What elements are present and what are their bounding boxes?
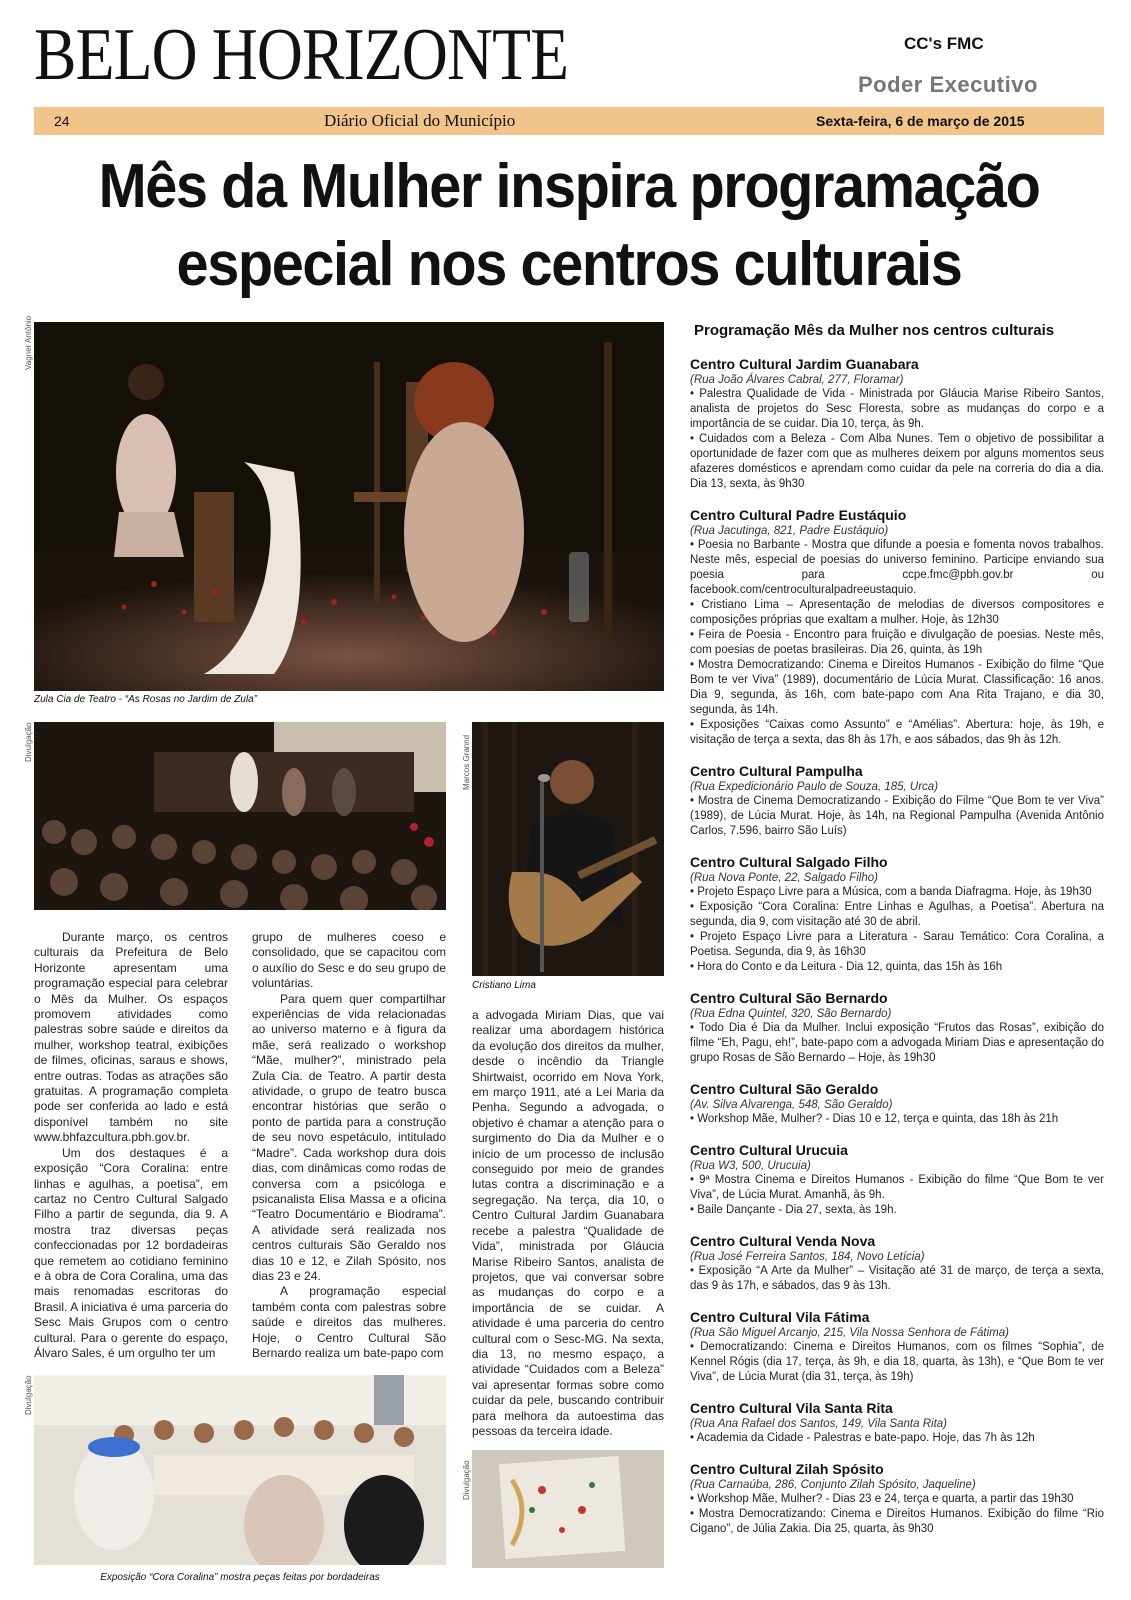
center-event: • Baile Dançante - Dia 27, sexta, às 19h. [690,1204,897,1216]
singer-photo-credit: Marcos Grannd [462,734,471,790]
center-address: (Rua Carnaúba, 286, Conjunto Zilah Spósito, Jaqueline) [690,1479,976,1491]
center-address: (Rua Edna Quintel, 320, São Bernardo) [690,1008,892,1020]
theater-photo [34,322,664,691]
center-entry [690,507,1104,748]
article-paragraph: Para quem quer compartilhar experiências de vida relacionadas ao universo materno e à figura da mãe, será realizado o workshop “Mãe, mulher?”, ministrado pela Zula Cia. de Teatro. A partir desta atividade, o grupo de teatro busca encontrar histórias que serão o ponto de partida para a construção de seu novo espetáculo, intitulado “Madre”. Cada workshop dura dois dias, com dinâmicas como rodas de conversa com a psicóloga e psicanalista Elisa Massa e a oficina “Teatro Documentário e Biodrama”. A atividade será realizada nos centros culturais São Geraldo nos dias 10 e 12, e Zilah Spósito, nos dias 23 e 24. [252,991,446,1283]
article-paragraph: grupo de mulheres coeso e consolidado, que se capacitou com o auxílio do Sesc e do seu grupo de voluntárias. [252,930,446,991]
programacao-list [690,356,1104,1552]
center-address: (Rua Ana Rafael dos Santos, 149, Vila Santa Rita) [690,1418,947,1430]
publication-name: Diário Oficial do Município [324,111,516,130]
center-name: Centro Cultural São Geraldo [690,1081,879,1097]
theater-image [34,322,664,691]
org-label: CC's FMC [904,34,984,53]
section-label: Poder Executivo [858,72,1038,97]
center-name: Centro Cultural Salgado Filho [690,854,888,870]
audience-image [34,722,446,910]
center-event: • Todo Dia é Dia da Mulher. Inclui exposição “Frutos das Rosas”, exibição do filme “Eh, Pagu, eh!”, bate-papo com a advogada Miriam Dias e apresentação do grupo Rosas de São Bernardo – Hoje, às 19h30 [690,1022,1104,1064]
center-address: (Rua Jacutinga, 821, Padre Eustáquio) [690,525,889,537]
center-entry [690,1309,1104,1385]
center-address: (Rua Nova Ponte, 22, Salgado Filho) [690,872,878,884]
article-paragraph: A programação especial também conta com palestras sobre saúde e direitos das mulheres. Hoje, o Centro Cultural São Bernardo realiza um bate-papo com [252,1284,446,1360]
center-address: (Rua José Ferreira Santos, 184, Novo Letícia) [690,1251,925,1263]
center-event: • Palestra Qualidade de Vida - Ministrada por Gláucia Marise Ribeiro Santos, analista de projetos do Sesc Floresta, sobre as mudanças do corpo e a importância de se cuidar. Dia 10, terça, às 9h. [690,388,1104,430]
center-entry [690,990,1104,1066]
theater-photo-credit: Vagner Antônio [24,315,33,370]
center-event: • Projeto Espaço Livre para a Música, com a banda Diafragma. Hoje, às 19h30 [690,886,1092,898]
center-event: • Projeto Espaço Livre para a Literatura - Sarau Temático: Cora Coralina, a Poetisa. Segunda, dia 9, às 16h30 [690,931,1104,958]
issue-date: Sexta-feira, 6 de março de 2015 [816,113,1025,129]
center-name: Centro Cultural Venda Nova [690,1233,876,1249]
center-entry [690,1081,1104,1127]
fabric-photo [472,1450,664,1568]
center-entry [690,356,1104,492]
article-paragraph: Um dos destaques é a exposição “Cora Coralina: entre linhas e agulhas, a poetisa”, em cartaz no Centro Cultural Salgado Filho a partir de segunda, dia 9. A mostra traz diversas peças confeccionadas por 12 bordadeiras que remetem ao cotidiano feminino e à obra de Cora Coralina, uma das mais renomadas escritoras do Brasil. A iniciativa é uma parceria do Sesc Mais Grupos com o centro cultural. Para o gerente do espaço, Álvaro Sales, é um orgulho ter um [34,1145,228,1360]
center-event: • Exposição “Cora Coralina: Entre Linhas e Agulhas, a Poetisa”. Abertura na segunda, dia 9, com visitação até 30 de abril. [690,901,1104,928]
embroidery-photo [34,1375,446,1565]
audience-photo [34,722,446,910]
center-entry [690,854,1104,975]
embroidery-photo-caption: Exposição “Cora Coralina” mostra peças feitas por bordadeiras [100,1572,380,1583]
center-event: • Hora do Conto e da Leitura - Dia 12, quinta, das 15h às 16h [690,961,1003,973]
center-event: • Feira de Poesia - Encontro para fruição e divulgação de poesias. Neste mês, com poesias de poetas brasileiras. Dia 26, quinta, às 19h [690,629,1104,656]
center-name: Centro Cultural Padre Eustáquio [690,507,907,523]
center-entry [690,1233,1104,1294]
article-column-2 [252,930,446,1361]
center-entry [690,763,1104,839]
center-entry [690,1142,1104,1218]
center-event: • Mostra de Cinema Democratizando - Exibição do Filme “Que Bom te ver Viva” (1989), de Lúcia Murat. Hoje, às 14h, na Regional Pampulha (Avenida Antônio Carlos, 7.596, bairro São Luís) [690,795,1104,837]
singer-photo-caption: Cristiano Lima [472,980,536,991]
embroidery-image [34,1375,446,1565]
center-event: • Cristiano Lima – Apresentação de melodias de diversos compositores e composições próprias que exaltam a mulher. Hoje, às 12h30 [690,599,1104,626]
article-column-1 [34,930,228,1361]
center-event: • Workshop Mãe, Mulher? - Dias 23 e 24, terça e quarta, a partir das 19h30 [690,1493,1074,1505]
center-event: • Academia da Cidade - Palestras e bate-papo. Hoje, das 7h às 12h [690,1432,1035,1444]
singer-photo [472,722,664,976]
center-event: • Workshop Mãe, Mulher? - Dias 10 e 12, terça e quinta, das 18h às 21h [690,1113,1059,1125]
center-address: (Rua João Álvares Cabral, 277, Floramar) [690,374,904,386]
center-address: (Rua São Miguel Arcanjo, 215, Vila Nossa Senhora de Fátima) [690,1327,1009,1339]
center-event: • Mostra Democratizando: Cinema e Direitos Humanos - Exibição do filme “Que Bom te ver Viva” (1989), documentário de Lúcia Murat. Classificação: 16 anos. Dia 9, segunda, às 16h, com bate-papo com Ana Rita Trajano, e dia 30, segunda, às 14h. [690,659,1104,716]
center-name: Centro Cultural Vila Fátima [690,1309,870,1325]
center-name: Centro Cultural Pampulha [690,763,863,779]
center-event: • Mostra Democratizando: Cinema e Direitos Humanos. Exibição do filme “Rio Cigano”, de Júlia Zakia. Dia 25, quarta, às 9h30 [690,1508,1104,1535]
programacao-title: Programação Mês da Mulher nos centros culturais [694,322,1055,339]
headline-line-1: Mês da Mulher inspira programação [98,152,1040,221]
audience-photo-credit: Divulgação [24,722,33,762]
center-event: • Poesia no Barbante - Mostra que difunde a poesia e fomenta novos trabalhos. Neste mês, especial de poesias do universo feminino. Participe enviando sua poesia para ccpe.fmc@pbh.gov.br ou facebook.com/centroculturalpadreeustaquio. [690,539,1104,596]
center-address: (Rua W3, 500, Urucuia) [690,1160,811,1172]
article-column-3 [472,1008,664,1439]
page-number: 24 [54,113,70,129]
embroidery-photo-credit: Divulgação [24,1375,33,1415]
fabric-image [472,1450,664,1568]
header-band [34,107,1104,135]
center-event: • Exposições “Caixas como Assunto” e “Amélias”. Abertura: hoje, às 19h, e visitação de terça a sexta, das 8h às 17h, e aos sábados, das 9h às 12h. [690,719,1104,746]
fabric-photo-credit: Divulgação [462,1460,471,1500]
center-name: Centro Cultural São Bernardo [690,990,888,1006]
article-paragraph: a advogada Miriam Dias, que vai realizar uma abordagem histórica da evolução dos direitos da mulher, desde o incêndio da Triangle Shirtwaist, ocorrido em Nova York, em março 1911, até a Lei Maria da Penha. Segundo a advogada, o objetivo é chamar a atenção para o surgimento do Dia da Mulher e o início de um processo de inclusão conseguido por meio de grandes lutas contra a discriminação e a segregação. Na terça, dia 10, o Centro Cultural Jardim Guanabara recebe a palestra “Qualidade de Vida”, ministrada por Gláucia Marise Ribeiro Santos, analista de projetos, que vai conversar sobre as mudanças do corpo e a importância de se cuidar. A atividade é uma parceria do centro cultural com o Sesc-MG. Na sexta, dia 13, no mesmo espaço, a atividade “Cuidados com a Beleza” vai apresentar formas sobre como cuidar da pele, buscando contribuir para melhora da autoestima das pessoas da terceira idade. [472,1008,664,1438]
center-address: (Av. Silva Alvarenga, 548, São Geraldo) [690,1099,893,1111]
center-address: (Rua Expedicionário Paulo de Souza, 185, Urca) [690,781,939,793]
center-name: Centro Cultural Urucuia [690,1142,848,1158]
singer-image [472,722,664,976]
center-name: Centro Cultural Vila Santa Rita [690,1400,893,1416]
center-entry [690,1461,1104,1537]
headline [71,148,1066,304]
center-event: • Cuidados com a Beleza - Com Alba Nunes. Tem o objetivo de possibilitar a oportunidade de fazer com que as mulheres deixem por alguns momentos seus afazeres domésticos e aprendam como cuidar da pele na correria do dia a dia. Dia 13, sexta, às 9h30 [690,433,1104,490]
theater-photo-caption: Zula Cia de Teatro - “As Rosas no Jardim de Zula” [34,694,258,705]
masthead: BELO HORIZONTE [34,14,569,96]
center-name: Centro Cultural Zilah Spósito [690,1461,884,1477]
center-entry [690,1400,1104,1446]
center-event: • Exposição “A Arte da Mulher” – Visitação até 31 de março, de terça a sexta, das 9 às 17h, e sábados, das 9 às 13h. [690,1265,1104,1292]
article-paragraph: Durante março, os centros culturais da Prefeitura de Belo Horizonte apresentam uma programação especial para celebrar o Mês da Mulher. Os espaços promovem atividades como palestras sobre saúde e direitos da mulher, workshop teatral, exibições de filmes, oficinas, saraus e shows, entre outras. Todas as atrações são gratuitas. A programação completa pode ser conferida ao lado e está disponível também no site www.bhfazcultura.pbh.gov.br. [34,930,228,1145]
center-event: • Democratizando: Cinema e Direitos Humanos, com os filmes “Sophia”, de Kennel Rógis (dia 17, terça, às 9h, e dia 18, quarta, às 13h), e “Que Bom te ver Viva”, de Lúcia Murat (dia 31, terça, às 19h) [690,1341,1104,1383]
center-name: Centro Cultural Jardim Guanabara [690,356,919,372]
headline-line-2: especial nos centros culturais [176,230,962,299]
center-event: • 9ª Mostra Cinema e Direitos Humanos - Exibição do filme “Que Bom te ver Viva”, de Lúcia Murat. Amanhã, às 9h. [690,1174,1104,1201]
